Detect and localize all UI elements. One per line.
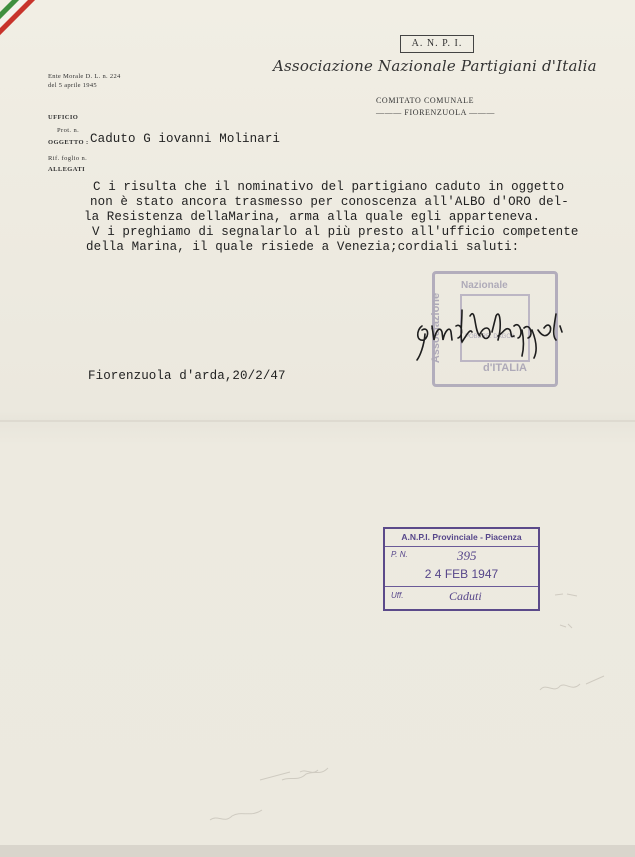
faint-stamp-top-text: Nazionale xyxy=(461,280,508,291)
body-line-3: la Resistenza dellaMarina, arma alla quale egli apparteneva. xyxy=(84,210,541,224)
fiorenzuola-label: ——— FIORENZUOLA ——— xyxy=(376,108,495,117)
field-rif: Rif. foglio n. xyxy=(48,155,88,162)
faint-stamp-vertical-text: Associazione xyxy=(430,292,443,364)
scribble-2 xyxy=(560,624,572,628)
place-date: Fiorenzuola d'arda,20/2/47 xyxy=(88,369,286,383)
received-stamp-prot-number: 395 xyxy=(457,548,477,563)
faint-stamp-bottom-text: d'ITALIA xyxy=(483,362,527,374)
faint-stamp-middle-text: POBERE. DAGOA xyxy=(465,334,516,340)
ente-line-2: del 5 aprile 1945 xyxy=(48,82,97,89)
received-stamp-prot-label: P. N. xyxy=(391,550,408,559)
scribble-3 xyxy=(540,676,604,690)
body-line-1: C i risulta che il nominativo del partigiano caduto in oggetto xyxy=(93,180,565,194)
received-stamp-header: A.N.P.I. Provinciale - Piacenza xyxy=(401,532,522,542)
scribble-1 xyxy=(555,594,577,596)
received-stamp-uff-label: Uff. xyxy=(391,591,404,600)
ente-line-1: Ente Morale D. L. n. 224 xyxy=(48,73,121,80)
field-ufficio: UFFICIO xyxy=(48,114,79,121)
body-line-2: non è stato ancora trasmesso per conoscenza all'ALBO d'ORO del- xyxy=(90,195,569,209)
body-line-4: V i preghiamo di segnalarlo al più presto all'ufficio competente xyxy=(92,225,579,239)
subject-text: Caduto G iovanni Molinari xyxy=(90,132,281,146)
field-prot: Prot. n. xyxy=(57,127,80,134)
bleed-through-scribbles xyxy=(210,594,604,820)
scribble-4 xyxy=(210,768,328,820)
received-stamp-date: 2 4 FEB 1947 xyxy=(424,567,499,581)
field-allegati: ALLEGATI xyxy=(48,166,86,173)
anpi-box: A. N. P. I. xyxy=(400,35,474,53)
association-name: Associazione Nazionale Partigiani d'Italia xyxy=(273,57,597,75)
comitato-label: COMITATO COMUNALE xyxy=(376,96,475,105)
body-line-5: della Marina, il quale risiede a Venezia;cordiali saluti: xyxy=(86,240,520,254)
received-stamp-uff-value: Caduti xyxy=(449,589,482,603)
field-oggetto: OGGETTO : xyxy=(48,139,89,146)
